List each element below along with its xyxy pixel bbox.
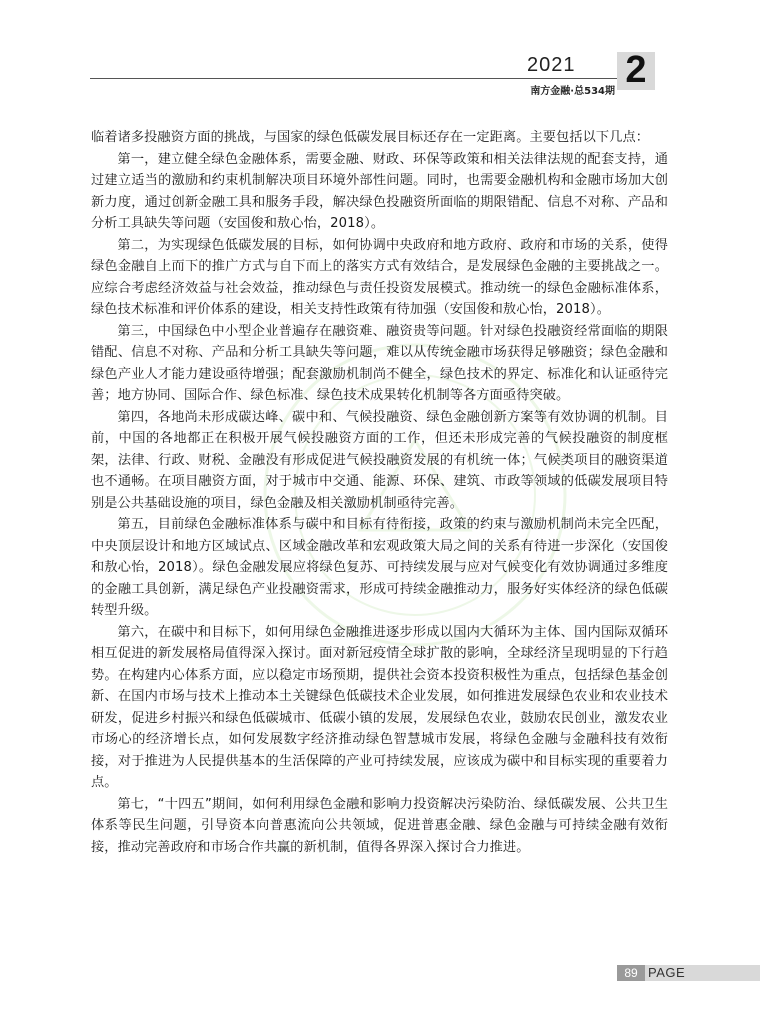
article-body <box>91 127 668 858</box>
paragraph-second: 第二，为实现绿色低碳发展的目标，如何协调中央政府和地方政府、政府和市场的关系，使得绿色金融自上而下的推广方式与自下而上的落实方式有效结合，是发展绿色金融的主要挑战之一。应综合考虑经济效益与社会效益，推动绿色与责任投资发展模式。推动统一的绿色金融标准体系，绿色技术标准和评价体系的建设，相关支持性政策有待加强（安国俊和敖心怡，2018）。 <box>91 237 668 317</box>
paragraph-fourth: 第四，各地尚未形成碳达峰、碳中和、气候投融资、绿色金融创新方案等有效协调的机制。目前，中国的各地都正在积极开展气候投融资方面的工作，但还未形成完善的气候投融资的制度框架，法律、行政、财税、金融没有形成促进气候投融资发展的有机统一体；气候类项目的融资渠道也不通畅。在项目融资方面，对于城市中交通、能源、环保、建筑、市政等领域的低碳发展项目特别是公共基础设施的项目，绿色金融及相关激励机制亟待完善。 <box>91 409 668 511</box>
paragraph-first: 第一，建立健全绿色金融体系，需要金融、财政、环保等政策和相关法律法规的配套支持，通过建立适当的激励和约束机制解决项目环境外部性问题。同时，也需要金融机构和金融市场加大创新力度，通过创新金融工具和服务手段，解决绿色投融资所面临的期限错配、信息不对称、产品和分析工具缺失等问题（安国俊和敖心怡，2018）。 <box>91 151 668 231</box>
paragraph-third: 第三，中国绿色中小型企业普遍存在融资难、融资贵等问题。针对绿色投融资经常面临的期限错配、信息不对称、产品和分析工具缺失等问题，难以从传统金融市场获得足够融资；绿色金融和绿色产业人才能力建设亟待增强；配套激励机制尚不健全，绿色技术的界定、标准化和认证亟待完善；地方协同、国际合作、绿色标准、绿色技术成果转化机制等各方面亟待突破。 <box>91 323 668 403</box>
header-rule <box>90 78 626 79</box>
paragraph-fifth: 第五，目前绿色金融标准体系与碳中和目标有待衔接，政策的约束与激励机制尚未完全匹配，中央顶层设计和地方区域试点、区域金融改革和宏观政策大局之间的关系有待进一步深化（安国俊和敖心怡，2018）。绿色金融发展应将绿色复苏、可持续发展与应对气候变化有效协调通过多维度的金融工具创新，满足绿色产业投融资需求，形成可持续金融推动力，服务好实体经济的绿色低碳转型升级。 <box>91 517 668 618</box>
paragraph-seventh: 第七，“十四五”期间，如何利用绿色金融和影响力投资解决污染防治、绿低碳发展、公共卫生体系等民生问题，引导资本向普惠流向公共领域，促进普惠金融、绿色金融与可持续金融有效衔接，推动完善政府和市场合作共赢的新机制，值得各界深入探讨合力推进。 <box>91 796 668 855</box>
paragraph-sixth: 第六，在碳中和目标下，如何用绿色金融推进逐步形成以国内大循环为主体、国内国际双循环相互促进的新发展格局值得深入探讨。面对新冠疫情全球扩散的影响，全球经济呈现明显的下行趋势。在构建内心体系方面，应以稳定市场预期，提供社会资本投资积极性为重点，包括绿色基金创新、在国内市场与技术上推动本土关键绿色低碳技术企业发展，如何推进发展绿色农业和农业技术研发，促进乡村振兴和绿色低碳城市、低碳小镇的发展，发展绿色农业，鼓励农民创业，激发农业市场心的经济增长点，如何发展数字经济推动绿色智慧城市发展，将绿色金融与金融科技有效衔接，对于推进为人民提供基本的生活保障的产业可持续发展，应该成为碳中和目标实现的重要着力点。 <box>91 624 668 790</box>
paragraph-intro: 临着诸多投融资方面的挑战，与国家的绿色低碳发展目标还存在一定距离。主要包括以下几点： <box>91 130 650 145</box>
header-issue-number: 2 <box>625 49 647 91</box>
page-label: PAGE <box>648 965 686 980</box>
page-number: 89 <box>617 965 645 981</box>
header-journal-name: 南方金融·总534期 <box>530 86 615 97</box>
header-year: 2021 <box>527 54 576 76</box>
